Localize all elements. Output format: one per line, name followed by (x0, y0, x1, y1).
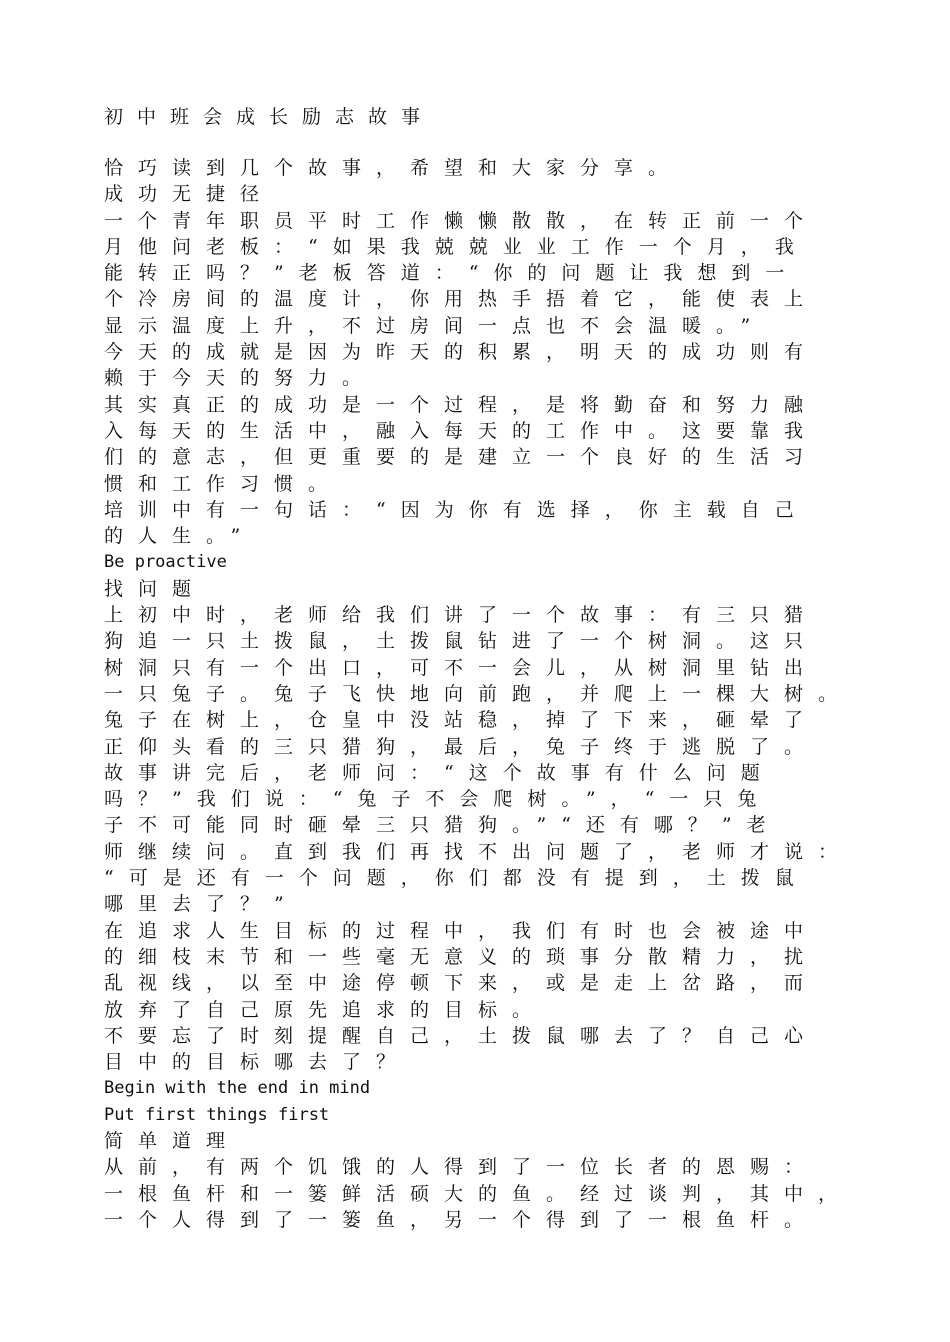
text-line: 子不可能同时砸晕三只猎狗。”“还有哪？”老 (104, 814, 781, 837)
english-line: Put first things first (104, 1104, 330, 1125)
section-heading: 成功无捷径 (104, 183, 275, 206)
text-line: 显示温度上升，不过房间一点也不会温暖。” (104, 314, 766, 337)
section-heading: 简单道理 (104, 1129, 241, 1152)
text-line: 上初中时，老师给我们讲了一个故事：有三只猎 (104, 604, 819, 627)
text-line: 个冷房间的温度计，你用热手捂着它，能使表上 (104, 288, 819, 311)
text-line: 今天的成就是因为昨天的积累，明天的成功则有 (104, 341, 819, 364)
text-line: 其实真正的成功是一个过程，是将勤奋和努力融 (104, 393, 819, 416)
text-line: 能转正吗？”老板答道：“你的问题让我想到一 (104, 262, 800, 285)
text-line: 乱视线，以至中途停顿下来，或是走上岔路，而 (104, 972, 819, 995)
text-line: 故事讲完后，老师问：“这个故事有什么问题 (104, 761, 775, 784)
text-line: 师继续问。直到我们再找不出问题了，老师才说： (104, 840, 853, 863)
text-line: 一个人得到了一篓鱼，另一个得到了一根鱼杆。 (104, 1208, 819, 1231)
text-line: 正仰头看的三只猎狗，最后，兔子终于逃脱了。 (104, 735, 819, 758)
text-line: “可是还有一个问题，你们都没有提到，土拨鼠 (104, 867, 809, 890)
text-line: 哪里去了？” (104, 893, 299, 916)
text-line: 一个青年职员平时工作懒懒散散，在转正前一个 (104, 209, 819, 232)
text-line: 恰巧读到几个故事，希望和大家分享。 (104, 157, 683, 179)
document-title: 初中班会成长励志故事 (104, 106, 435, 128)
text-line: 不要忘了时刻提醒自己，土拨鼠哪去了？自己心 (104, 1024, 819, 1047)
text-line: 的人生。” (104, 525, 256, 548)
text-line: 从前，有两个饥饿的人得到了一位长者的恩赐： (104, 1156, 819, 1179)
text-line: 的细枝末节和一些毫无意义的琐事分散精力，扰 (104, 945, 819, 968)
text-line: 放弃了自己原先追求的目标。 (104, 998, 547, 1021)
english-line: Begin with the end in mind (104, 1078, 371, 1099)
text-line: 树洞只有一个出口，可不一会儿，从树洞里钻出 (104, 656, 819, 679)
text-line: 兔子在树上，仓皇中没站稳，掉了下来，砸晕了 (104, 709, 819, 732)
document-body (104, 155, 853, 1233)
section-heading: 找问题 (104, 577, 207, 600)
text-line: 入每天的生活中，融入每天的工作中。这要靠我 (104, 419, 819, 442)
text-line: 狗追一只土拨鼠，土拨鼠钻进了一个树洞。这只 (104, 630, 819, 653)
text-line: 在追求人生目标的过程中，我们有时也会被途中 (104, 919, 819, 942)
text-line: 培训中有一句话：“因为你有选择，你主载自己 (104, 498, 809, 521)
text-line: 赖于今天的努力。 (104, 367, 377, 390)
english-line: Be proactive (104, 552, 227, 573)
text-line: 月他问老板：“如果我兢兢业业工作一个月，我 (104, 235, 809, 258)
text-line: 一根鱼杆和一篓鲜活硕大的鱼。经过谈判，其中， (104, 1182, 853, 1205)
text-line: 们的意志，但更重要的是建立一个良好的生活习 (104, 446, 819, 469)
text-line: 目中的目标哪去了？ (104, 1051, 411, 1074)
text-line: 吗？”我们说：“兔子不会爬树。”，“一只兔 (104, 788, 772, 811)
text-line: 惯和工作习惯。 (104, 472, 343, 495)
text-line: 一只兔子。兔子飞快地向前跑，并爬上一棵大树。 (104, 682, 853, 705)
